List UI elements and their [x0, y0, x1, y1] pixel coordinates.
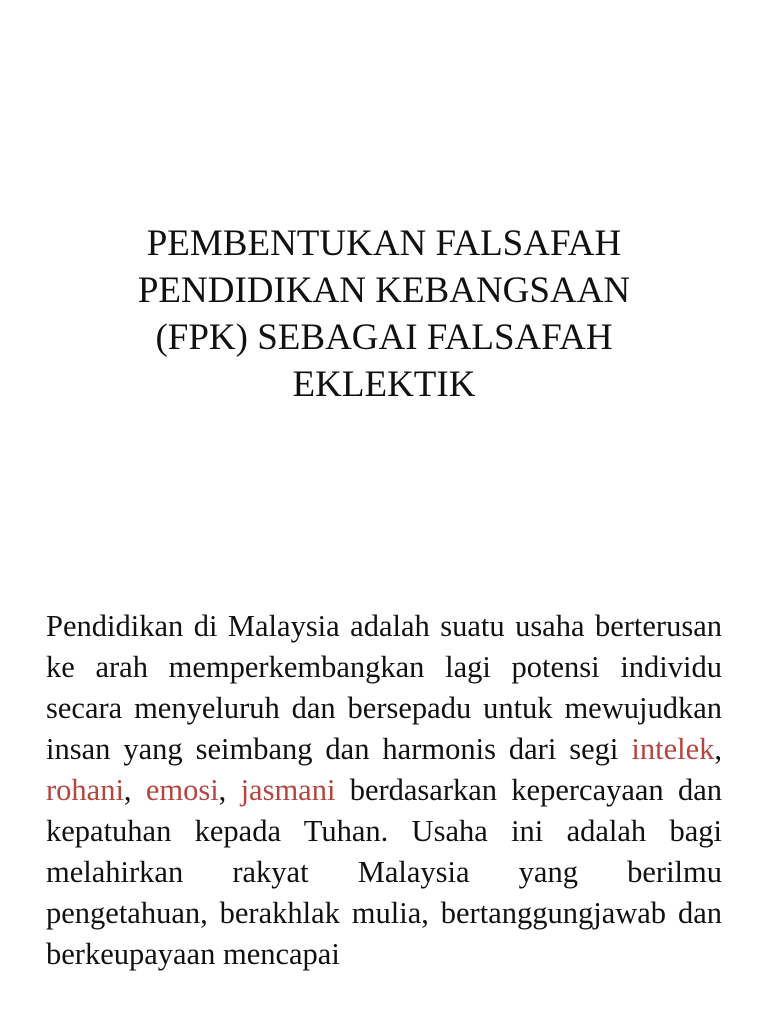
- highlight-emosi: emosi: [145, 773, 219, 807]
- title-line: EKLEKTIK: [292, 364, 476, 405]
- body-paragraph: [46, 606, 722, 975]
- title-line: (FPK) SEBAGAI FALSAFAH: [155, 317, 613, 358]
- title-line: PENDIDIKAN KEBANGSAAN: [137, 270, 631, 311]
- highlight-intelek: intelek: [631, 732, 715, 766]
- separator: ,: [123, 773, 146, 807]
- highlight-jasmani: jasmani: [240, 773, 336, 807]
- separator: ,: [714, 732, 722, 766]
- title-line: PEMBENTUKAN FALSAFAH: [146, 223, 622, 264]
- page-title: [40, 220, 728, 408]
- highlight-rohani: rohani: [46, 773, 124, 807]
- separator: ,: [218, 773, 241, 807]
- paragraph-text: Pendidikan di Malaysia adalah suatu usaha berterusan ke arah memperkembangkan lagi potensi individu secara menyeluruh dan bersepadu untuk mewujudkan insan yang seimbang dan harmonis dari segi: [46, 609, 722, 766]
- paragraph-text: berdasarkan kepercayaan dan kepatuhan kepada Tuhan. Usaha ini adalah bagi melahirkan rakyat Malaysia yang berilmu pengetahuan, berakhlak mulia, bertanggungjawab dan berkeupayaan mencapai: [46, 773, 722, 971]
